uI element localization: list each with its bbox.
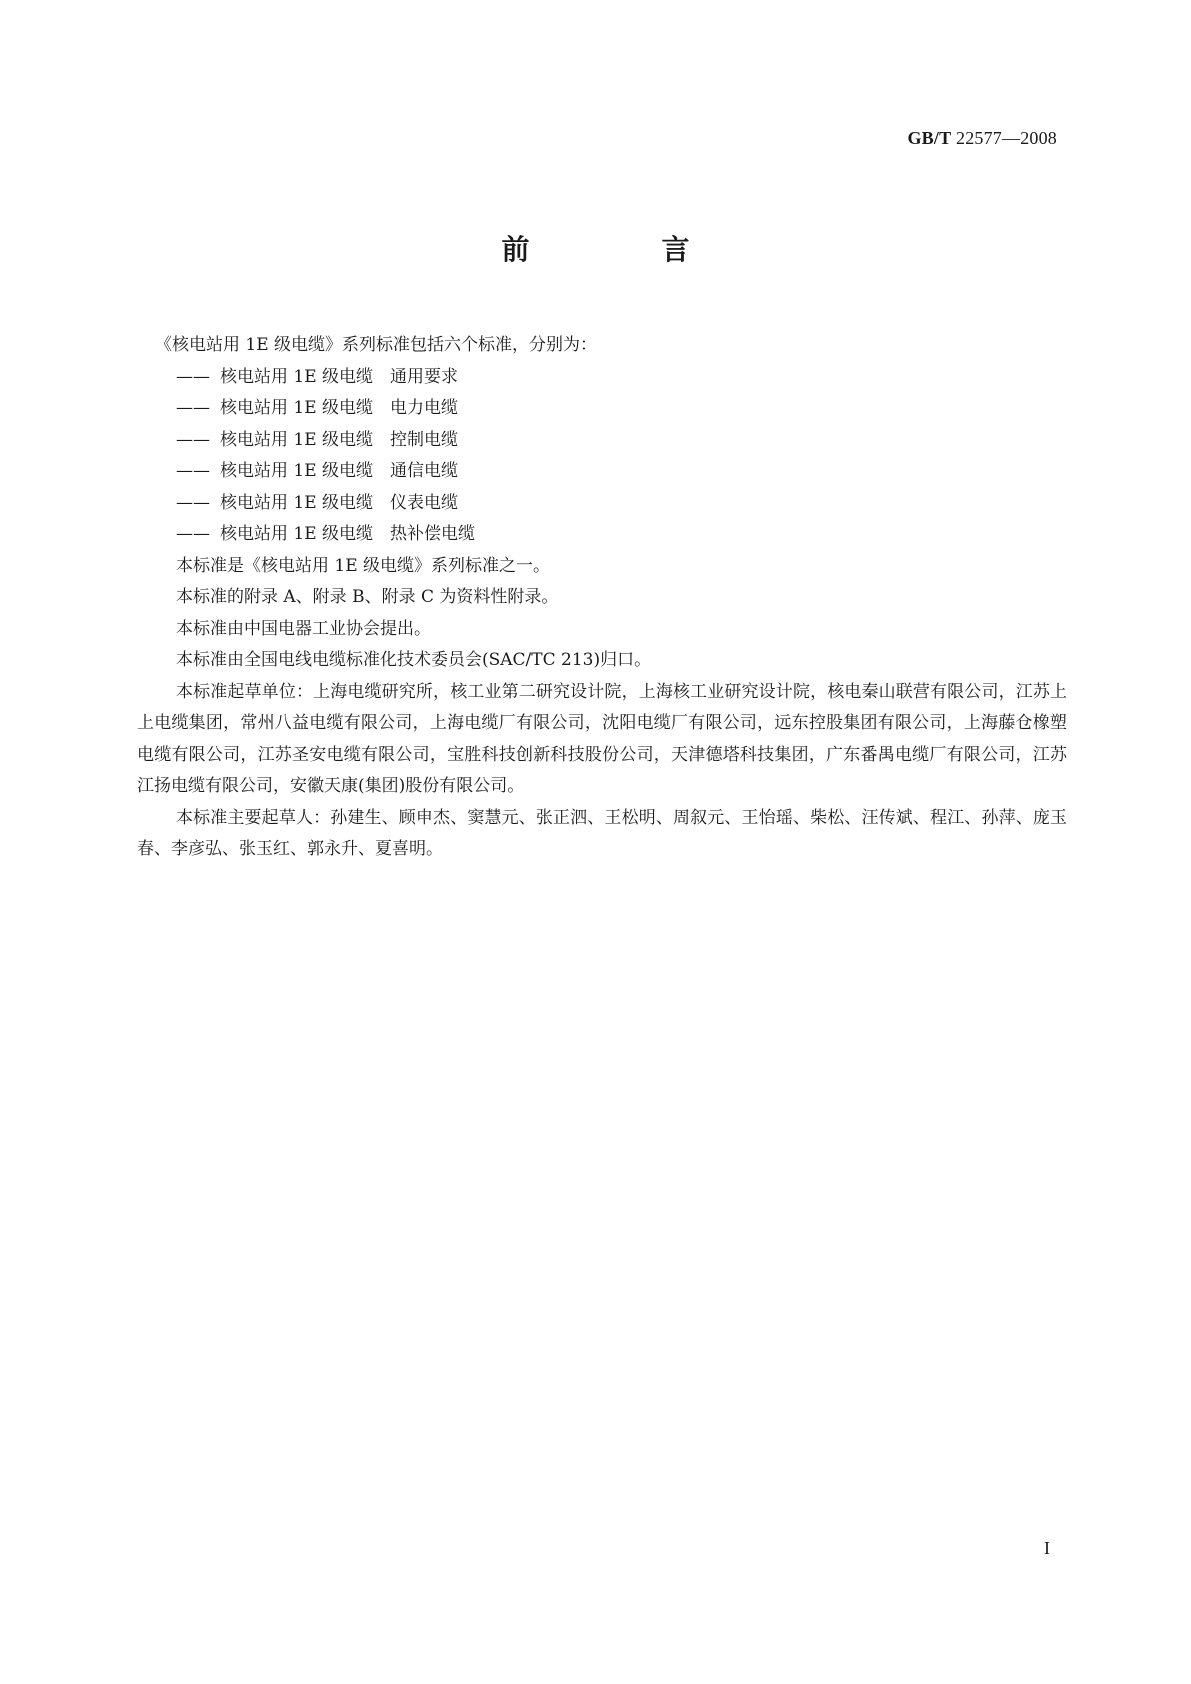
paragraph-drafting-units: 本标准起草单位：上海电缆研究所，核工业第二研究设计院，上海核工业研究设计院，核电秦山联营有限公司，江苏上上电缆集团，常州八益电缆有限公司，上海电缆厂有限公司，沈阳电缆厂有限公司，远东控股集团有限公司，上海藤仓橡塑电缆有限公司，江苏圣安电缆有限公司，宝胜科技创新科技股份公司，天津德塔科技集团，广东番禺电缆厂有限公司，江苏江扬电缆有限公司，安徽天康(集团)股份有限公司。 [137, 681, 1067, 796]
paragraph-annexes: 本标准的附录 A、附录 B、附录 C 为资料性附录。 [176, 587, 559, 607]
series-name: 核电站用 1E 级电缆 [220, 461, 374, 481]
paragraph-committee: 本标准由全国电线电缆标准化技术委员会(SAC/TC 213)归口。 [176, 650, 652, 670]
series-item [137, 393, 1067, 425]
series-part: 热补偿电缆 [390, 524, 476, 544]
paragraph-proposer: 本标准由中国电器工业协会提出。 [176, 618, 431, 639]
page-number: I [1044, 1538, 1050, 1558]
series-name: 核电站用 1E 级电缆 [220, 524, 374, 544]
series-part: 电力电缆 [390, 398, 459, 418]
dash: —— [176, 429, 210, 450]
dash: —— [176, 398, 210, 418]
standard-prefix: GB/T [907, 128, 952, 148]
series-item [137, 488, 1067, 520]
series-name: 核电站用 1E 级电缆 [220, 366, 374, 387]
standard-number [907, 128, 1057, 149]
series-name: 核电站用 1E 级电缆 [220, 398, 374, 418]
series-name: 核电站用 1E 级电缆 [220, 492, 374, 513]
dash: —— [176, 524, 210, 544]
standard-code: 22577—2008 [956, 128, 1057, 148]
series-name: 核电站用 1E 级电缆 [220, 429, 374, 450]
dash: —— [176, 461, 210, 481]
series-part: 通用要求 [390, 366, 459, 387]
series-intro: 《核电站用 1E 级电缆》系列标准包括六个标准，分别为： [155, 335, 598, 355]
series-item [137, 425, 1067, 457]
page-title: 前 言 [501, 233, 742, 266]
preface-body [137, 330, 1067, 866]
paragraph-drafters: 本标准主要起草人：孙建生、顾申杰、窦慧元、张正泗、王松明、周叙元、王怡瑶、柴松、汪传斌、程江、孙萍、庞玉春、李彦弘、张玉红、郭永升、夏喜明。 [137, 807, 1067, 859]
series-part: 通信电缆 [390, 461, 459, 481]
dash: —— [176, 492, 210, 513]
series-item [137, 456, 1067, 488]
series-part: 控制电缆 [390, 429, 459, 450]
series-part: 仪表电缆 [390, 492, 459, 513]
dash: —— [176, 366, 210, 387]
series-item [137, 519, 1067, 551]
paragraph-series-membership: 本标准是《核电站用 1E 级电缆》系列标准之一。 [176, 555, 551, 576]
series-item [137, 362, 1067, 394]
